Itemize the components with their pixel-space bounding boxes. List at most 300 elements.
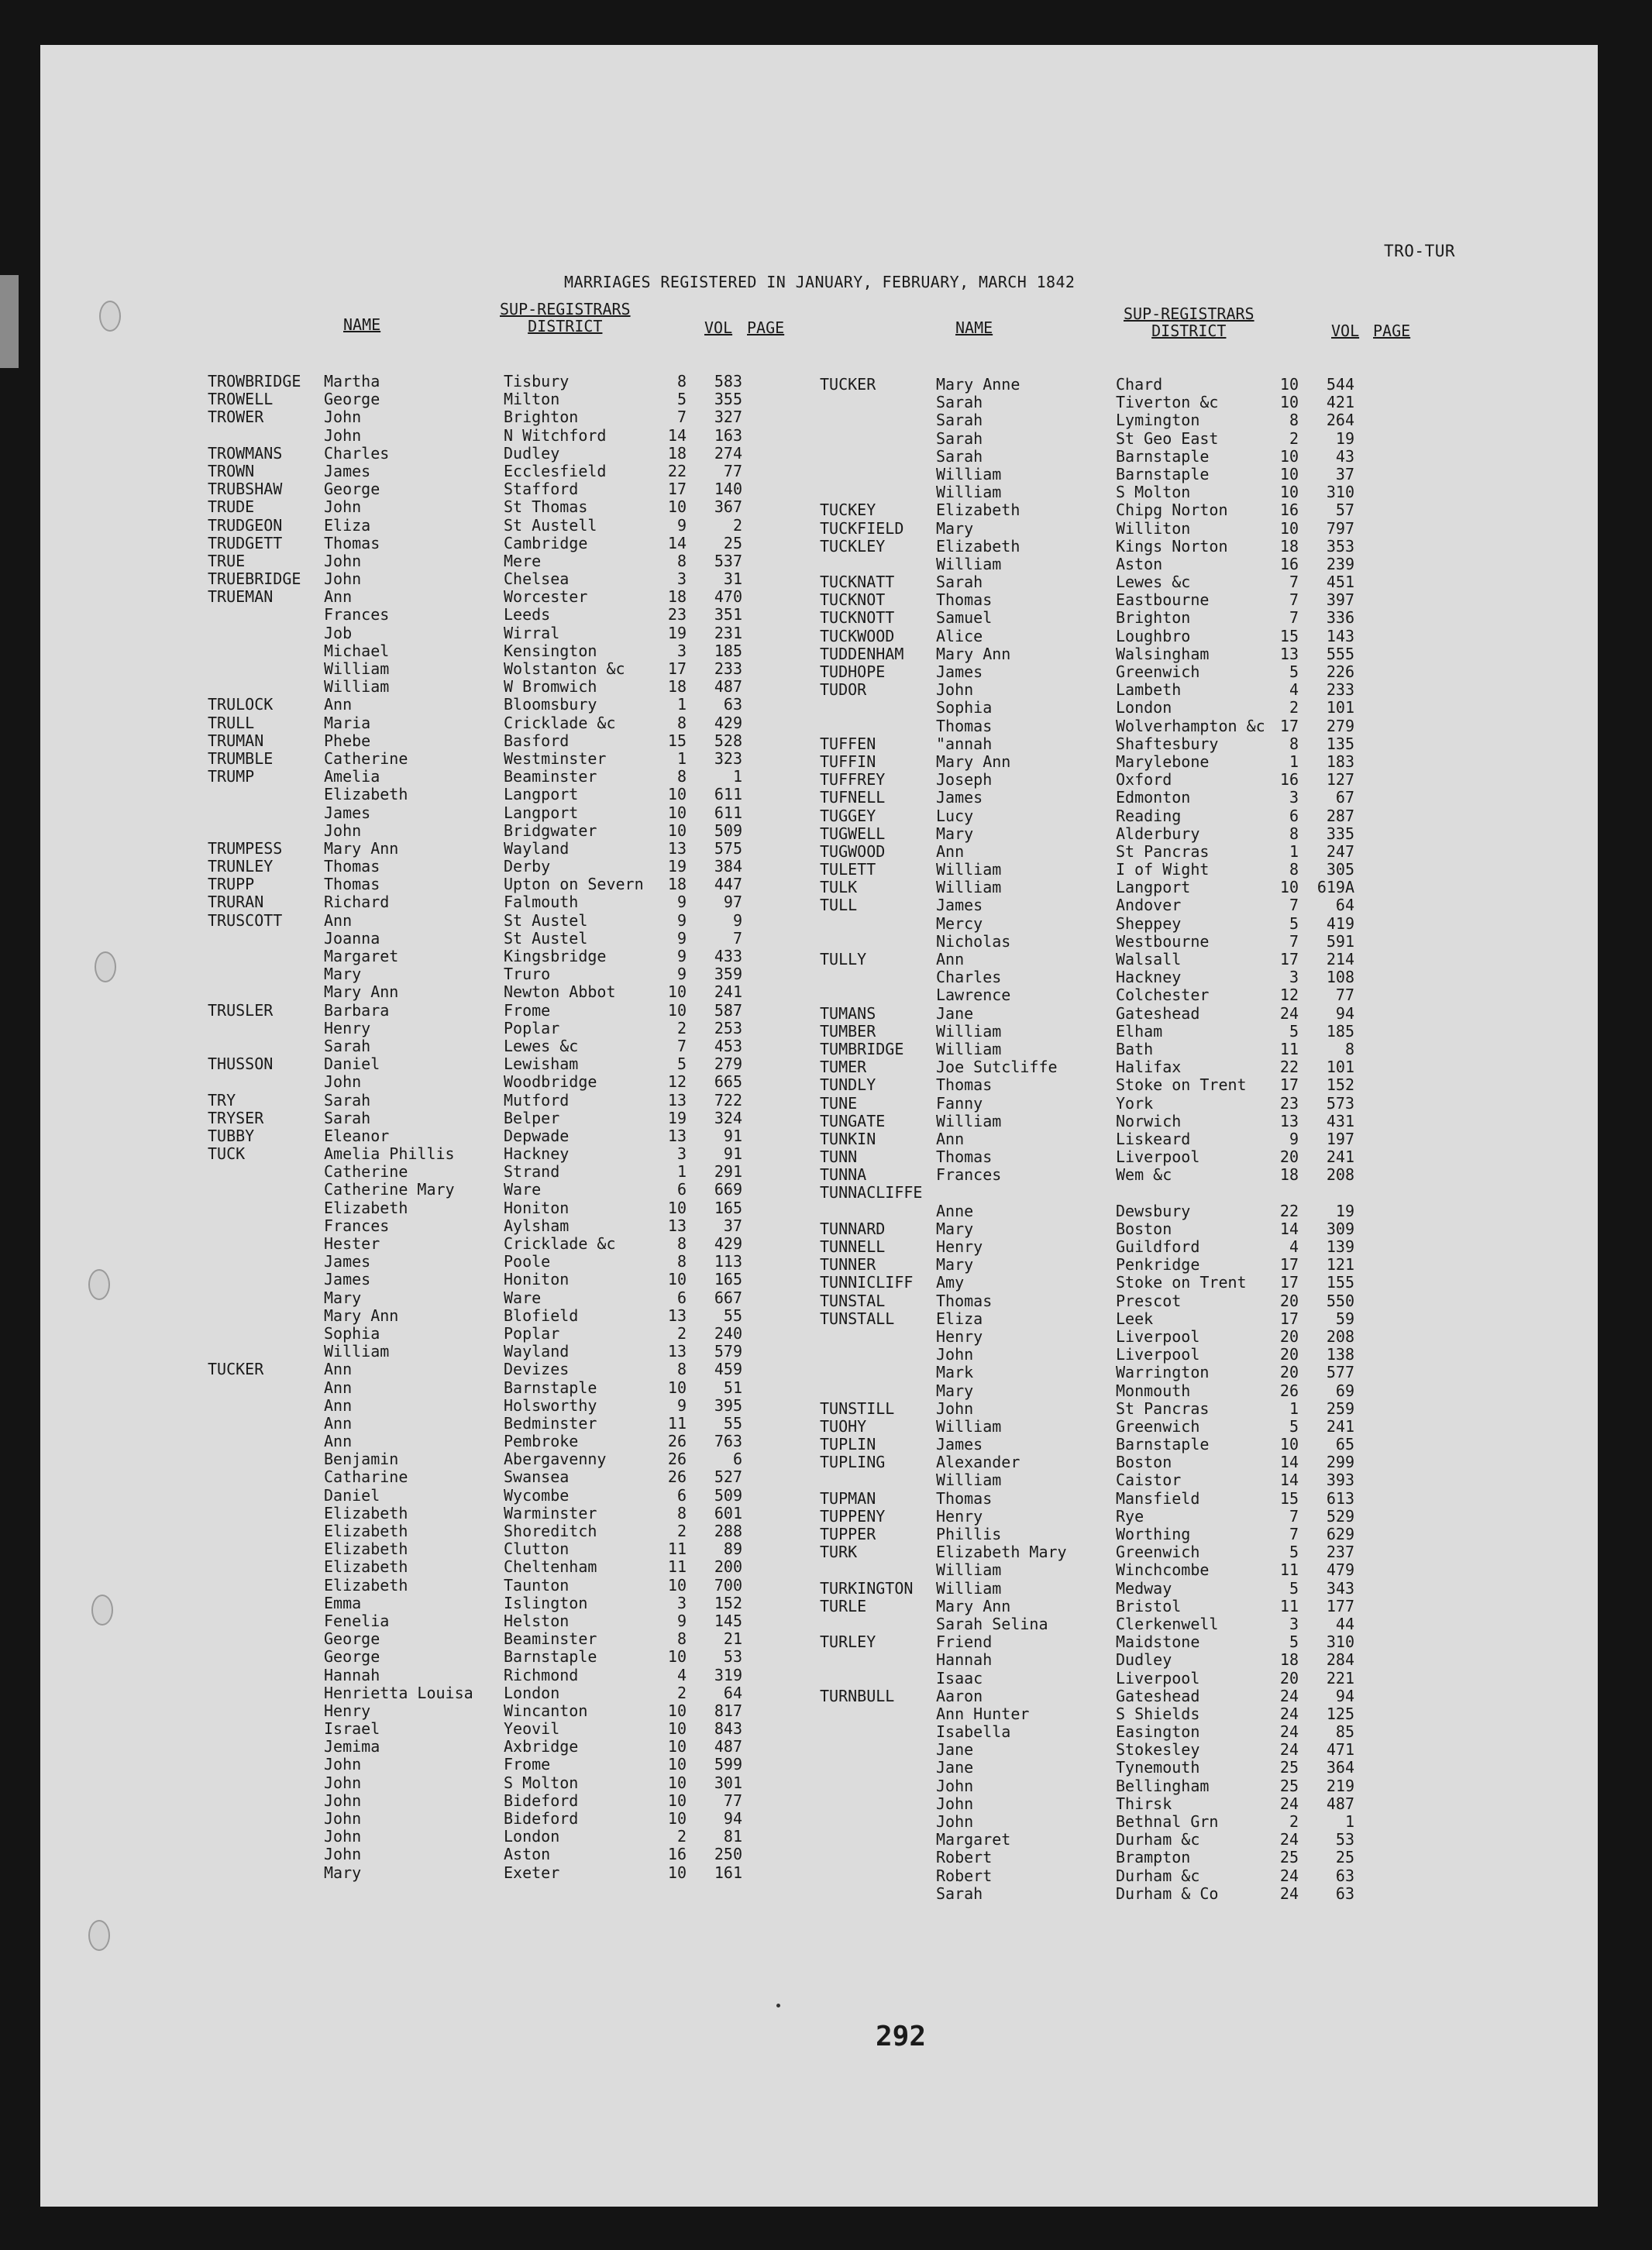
surname: TUNKIN [820, 1129, 876, 1148]
district: Aston [504, 1845, 551, 1864]
district: London [504, 1827, 560, 1846]
punch-hole [95, 951, 116, 982]
volume: 1 [1289, 752, 1299, 771]
district: Caistor [1116, 1471, 1182, 1490]
district: Gateshead [1116, 1003, 1200, 1023]
district: Warminster [504, 1503, 597, 1522]
punch-hole [91, 1595, 113, 1626]
page-title: MARRIAGES REGISTERED IN JANUARY, FEBRUARY, MARCH 1842 [564, 273, 1076, 291]
forename: Mary Anne [936, 375, 1020, 394]
page-ref: 67 [1335, 788, 1354, 807]
forename: William [936, 554, 1002, 573]
district: Kingsbridge [504, 947, 607, 965]
volume: 20 [1279, 1668, 1299, 1688]
page-ref: 7 [732, 928, 742, 948]
district: Leek [1116, 1309, 1154, 1328]
district: Eastbourne [1116, 590, 1210, 610]
forename: William [936, 483, 1002, 502]
district: Ecclesfield [504, 461, 607, 480]
surname: TUCKWOOD [820, 626, 895, 645]
forename: James [936, 896, 983, 915]
volume: 10 [667, 1773, 687, 1792]
volume: 8 [676, 1629, 687, 1649]
district: Penkridge [1116, 1255, 1200, 1275]
forename: Lawrence [936, 986, 1011, 1005]
district: Lewes &c [1116, 573, 1191, 592]
volume: 13 [667, 1342, 687, 1361]
surname: TURNBULL [820, 1686, 895, 1705]
surname: TRYSER [208, 1108, 264, 1127]
volume: 9 [1289, 1129, 1299, 1148]
district: Stoke on Trent [1116, 1075, 1247, 1095]
page-ref: 200 [714, 1557, 742, 1577]
volume: 10 [667, 982, 687, 1002]
district: Axbridge [504, 1737, 579, 1756]
forename: Sarah [936, 446, 983, 466]
page-ref: 51 [723, 1378, 742, 1397]
forename: Mary Ann [324, 1306, 399, 1325]
page-ref: 309 [1326, 1219, 1354, 1238]
page-ref: 155 [1326, 1273, 1354, 1292]
volume: 18 [1279, 1165, 1299, 1185]
district: Lambeth [1116, 680, 1182, 700]
district: Abergavenny [504, 1450, 607, 1469]
volume: 5 [1289, 1543, 1299, 1562]
district: Elham [1116, 1021, 1163, 1041]
volume: 8 [676, 551, 687, 570]
page-ref: 335 [1326, 824, 1354, 843]
volume: 8 [676, 1252, 687, 1271]
forename: Jane [936, 1003, 974, 1023]
page-range: TRO-TUR [1384, 242, 1456, 260]
volume: 16 [1279, 770, 1299, 790]
district: York [1116, 1093, 1154, 1113]
district: Holsworthy [504, 1395, 597, 1415]
volume: 14 [1279, 1471, 1299, 1490]
surname: TUGGEY [820, 806, 876, 825]
volume: 7 [676, 408, 687, 427]
page-ref: 259 [1326, 1399, 1354, 1418]
forename: George [324, 480, 380, 499]
punch-hole [88, 1920, 110, 1951]
surname: TUNNARD [820, 1219, 886, 1238]
page-ref: 544 [1326, 375, 1354, 394]
surname: TRUEBRIDGE [208, 569, 301, 589]
district: Kings Norton [1116, 536, 1228, 556]
surname: TRUDGEON [208, 515, 283, 535]
volume: 16 [1279, 554, 1299, 573]
page-ref: 94 [1335, 1686, 1354, 1705]
volume: 22 [1279, 1201, 1299, 1220]
page-ref: 108 [1326, 968, 1354, 987]
volume: 18 [1279, 536, 1299, 556]
volume: 5 [1289, 1578, 1299, 1598]
page-ref: 528 [714, 731, 742, 750]
volume: 16 [667, 1845, 687, 1864]
district: Barnstaple [1116, 1435, 1210, 1454]
volume: 10 [667, 1809, 687, 1828]
volume: 7 [1289, 608, 1299, 628]
surname: TUMER [820, 1058, 867, 1077]
page-ref: 509 [714, 821, 742, 840]
district: Hackney [1116, 968, 1182, 987]
district: Bloomsbury [504, 695, 597, 714]
page-ref: 451 [1326, 573, 1354, 592]
page-ref: 183 [1326, 752, 1354, 771]
volume: 10 [667, 1755, 687, 1774]
volume: 10 [667, 1791, 687, 1810]
district: Tisbury [504, 372, 570, 390]
surname: TUCKNOT [820, 590, 886, 610]
forename: John [936, 1345, 974, 1364]
district: Bideford [504, 1809, 579, 1828]
volume: 11 [667, 1413, 687, 1433]
district: Wayland [504, 1342, 570, 1361]
district: Stafford [504, 480, 579, 499]
forename: James [324, 1270, 371, 1289]
forename: Mary [936, 1219, 974, 1238]
page-ref: 817 [714, 1701, 742, 1720]
surname: TUMBRIDGE [820, 1039, 904, 1058]
district: Thirsk [1116, 1794, 1172, 1813]
forename: Henrietta Louisa [324, 1683, 473, 1702]
district: Walsingham [1116, 644, 1210, 663]
page-ref: 353 [1326, 536, 1354, 556]
district: Ware [504, 1288, 542, 1307]
forename: Robert [936, 1848, 993, 1867]
forename: William [936, 464, 1002, 483]
page-ref: 214 [1326, 950, 1354, 968]
district: Bideford [504, 1791, 579, 1810]
district: Guildford [1116, 1237, 1200, 1256]
page-ref: 97 [723, 893, 742, 912]
volume: 8 [1289, 860, 1299, 879]
page-ref: 579 [714, 1342, 742, 1361]
page-ref: 310 [1326, 483, 1354, 502]
district: Clutton [504, 1540, 570, 1559]
header-page: PAGE [1373, 322, 1411, 340]
district: Lewes &c [504, 1036, 579, 1055]
volume: 17 [1279, 1075, 1299, 1095]
page-ref: 240 [714, 1323, 742, 1343]
volume: 14 [1279, 1219, 1299, 1238]
volume: 26 [667, 1450, 687, 1469]
volume: 5 [1289, 1416, 1299, 1436]
punch-hole [88, 1269, 110, 1300]
district: Tynemouth [1116, 1758, 1200, 1777]
district: Frome [504, 1755, 551, 1774]
volume: 10 [667, 1737, 687, 1756]
volume: 10 [1279, 878, 1299, 897]
forename: Ann [324, 1413, 353, 1433]
district: Brighton [1116, 608, 1191, 628]
forename: Eleanor [324, 1126, 390, 1145]
page-ref: 537 [714, 551, 742, 570]
volume: 8 [676, 1503, 687, 1522]
forename: Ann [936, 841, 965, 861]
district: Kensington [504, 641, 597, 660]
forename: Henry [324, 1701, 371, 1720]
district: Marylebone [1116, 752, 1210, 771]
forename: William [936, 1021, 1002, 1041]
district: St Pancras [1116, 1399, 1210, 1418]
page-ref: 629 [1326, 1525, 1354, 1543]
page-ref: 121 [1326, 1255, 1354, 1275]
volume: 7 [1289, 931, 1299, 951]
volume: 17 [667, 659, 687, 678]
forename: Barbara [324, 1000, 390, 1020]
page-ref: 591 [1326, 931, 1354, 951]
district: Stoke on Trent [1116, 1273, 1247, 1292]
forename: William [936, 878, 1002, 897]
forename: Thomas [936, 1291, 993, 1310]
page-ref: 843 [714, 1719, 742, 1739]
district: Westbourne [1116, 931, 1210, 951]
header-district-line2: DISTRICT [528, 317, 603, 335]
forename: John [324, 551, 362, 570]
district: Chelsea [504, 569, 570, 589]
forename: Thomas [936, 1147, 993, 1167]
page-ref: 611 [714, 785, 742, 804]
district: St Austel [504, 910, 588, 930]
page-ref: 64 [1335, 896, 1354, 915]
page-ref: 550 [1326, 1291, 1354, 1310]
volume: 12 [1279, 986, 1299, 1005]
district: Brampton [1116, 1848, 1191, 1867]
volume: 15 [1279, 1488, 1299, 1508]
page-ref: 21 [723, 1629, 742, 1649]
forename: Mary Ann [936, 752, 1011, 771]
forename: Lucy [936, 806, 974, 825]
district: Blofield [504, 1306, 579, 1325]
district: Stokesley [1116, 1740, 1200, 1760]
volume: 26 [1279, 1381, 1299, 1400]
page-ref: 343 [1326, 1578, 1354, 1598]
surname: TRURAN [208, 893, 264, 912]
page-ref: 433 [714, 947, 742, 965]
district: Tiverton &c [1116, 393, 1219, 412]
page-ref: 53 [1335, 1830, 1354, 1849]
volume: 15 [1279, 626, 1299, 645]
district: St Austel [504, 928, 588, 948]
volume: 13 [667, 1126, 687, 1145]
volume: 11 [1279, 1039, 1299, 1058]
volume: 9 [676, 1395, 687, 1415]
volume: 1 [676, 695, 687, 714]
volume: 11 [1279, 1560, 1299, 1580]
surname: TUDOR [820, 680, 867, 700]
page-ref: 19 [1335, 428, 1354, 448]
page-ref: 583 [714, 372, 742, 390]
forename: Elizabeth [936, 501, 1020, 520]
district: Upton on Severn [504, 875, 644, 894]
forename: Ann [324, 1432, 353, 1451]
district: Edmonton [1116, 788, 1191, 807]
district: Reading [1116, 806, 1182, 825]
page-ref: 185 [1326, 1021, 1354, 1041]
page-ref: 395 [714, 1395, 742, 1415]
district: Liverpool [1116, 1668, 1200, 1688]
surname: TUOHY [820, 1416, 867, 1436]
forename: James [936, 1435, 983, 1454]
forename: Ann Hunter [936, 1704, 1030, 1723]
surname: TUFNELL [820, 788, 886, 807]
surname: TUCK [208, 1144, 246, 1164]
forename: Ann [936, 1129, 965, 1148]
forename: Phillis [936, 1525, 1002, 1543]
surname: TUNSTALL [820, 1309, 895, 1328]
surname: TUPMAN [820, 1488, 876, 1508]
volume: 9 [676, 965, 687, 984]
page-ref: 59 [1335, 1309, 1354, 1328]
forename: Ann [324, 695, 353, 714]
page-ref: 94 [723, 1809, 742, 1828]
forename: William [936, 1039, 1002, 1058]
header-district [500, 301, 631, 335]
forename: John [324, 497, 362, 517]
page-ref: 421 [1326, 393, 1354, 412]
forename: Job [324, 623, 353, 642]
page-ref: 288 [714, 1522, 742, 1540]
volume: 10 [1279, 464, 1299, 483]
volume: 24 [1279, 1686, 1299, 1705]
district: Boston [1116, 1219, 1172, 1238]
surname: TUFFEN [820, 734, 876, 753]
forename: John [324, 1809, 362, 1828]
forename: John [324, 1773, 362, 1792]
volume: 10 [1279, 1435, 1299, 1454]
district: Cheltenham [504, 1557, 597, 1577]
forename: Amelia [324, 767, 380, 786]
forename: Elizabeth [324, 1503, 408, 1522]
district: Falmouth [504, 893, 579, 912]
forename: John [936, 1776, 974, 1795]
district: Lymington [1116, 411, 1200, 430]
volume: 9 [676, 910, 687, 930]
district: London [504, 1683, 560, 1702]
district: Bellingham [1116, 1776, 1210, 1795]
surname: TURLE [820, 1596, 867, 1615]
page-ref: 152 [1326, 1075, 1354, 1095]
district: Truro [504, 965, 551, 984]
volume: 23 [1279, 1093, 1299, 1113]
page-ref: 619A [1316, 878, 1354, 897]
district: Barnstaple [1116, 464, 1210, 483]
volume: 24 [1279, 1866, 1299, 1885]
header-district-line1: SUP-REGISTRARS [500, 300, 631, 318]
page-ref: 327 [714, 408, 742, 427]
forename: William [936, 1111, 1002, 1130]
volume: 2 [676, 1018, 687, 1037]
forename: Thomas [936, 590, 993, 610]
forename: William [936, 860, 1002, 879]
volume: 26 [667, 1432, 687, 1451]
surname: TUPLING [820, 1453, 886, 1472]
page-ref: 310 [1326, 1632, 1354, 1652]
forename: Mary Ann [324, 982, 399, 1002]
district: Greenwich [1116, 1543, 1200, 1562]
volume: 17 [667, 480, 687, 499]
page-ref: 299 [1326, 1453, 1354, 1472]
volume: 1 [1289, 1399, 1299, 1418]
volume: 8 [676, 1234, 687, 1253]
volume: 10 [1279, 446, 1299, 466]
surname: TULL [820, 896, 858, 915]
forename: Joseph [936, 770, 993, 790]
forename: James [324, 461, 371, 480]
forename: Thomas [324, 857, 380, 876]
forename: Mary Ann [936, 1596, 1011, 1615]
volume: 7 [1289, 573, 1299, 592]
district: St Austell [504, 515, 597, 535]
forename: Benjamin [324, 1450, 399, 1469]
page-ref: 208 [1326, 1165, 1354, 1185]
volume: 10 [667, 785, 687, 804]
header-vol: VOL [704, 318, 733, 337]
volume: 7 [1289, 896, 1299, 915]
volume: 10 [667, 803, 687, 822]
surname: TUFFREY [820, 770, 886, 790]
volume: 10 [667, 1719, 687, 1739]
forename: Ann [324, 587, 353, 607]
volume: 4 [1289, 680, 1299, 700]
volume: 20 [1279, 1345, 1299, 1364]
forename: Mary [936, 1255, 974, 1275]
forename: William [936, 1416, 1002, 1436]
forename: Mary [936, 1381, 974, 1400]
district: Halifax [1116, 1058, 1182, 1077]
volume: 11 [667, 1557, 687, 1577]
district: Durham &c [1116, 1866, 1200, 1885]
forename: Charles [936, 968, 1002, 987]
forename: Frances [324, 1216, 390, 1235]
volume: 20 [1279, 1291, 1299, 1310]
surname: TRUDE [208, 497, 255, 517]
page-ref: 6 [732, 1450, 742, 1469]
surname: TRUSLER [208, 1000, 274, 1020]
volume: 24 [1279, 1704, 1299, 1723]
forename: John [324, 569, 362, 589]
district: Helston [504, 1611, 570, 1630]
forename: Sophia [324, 1323, 380, 1343]
forename: Elizabeth Mary [936, 1543, 1067, 1562]
volume: 1 [1289, 841, 1299, 861]
volume: 16 [1279, 501, 1299, 520]
volume: 25 [1279, 1848, 1299, 1867]
surname: TROWMANS [208, 443, 283, 463]
surname: TUCKNATT [820, 573, 895, 592]
volume: 23 [667, 605, 687, 624]
volume: 20 [1279, 1147, 1299, 1167]
district: Maidstone [1116, 1632, 1200, 1652]
surname: TURK [820, 1543, 858, 1562]
surname: TULETT [820, 860, 876, 879]
surname: TUNNER [820, 1255, 876, 1275]
volume: 18 [667, 677, 687, 697]
page-ref: 291 [714, 1162, 742, 1182]
forename: James [936, 788, 983, 807]
page-ref: 91 [723, 1126, 742, 1145]
page-ref: 221 [1326, 1668, 1354, 1688]
volume: 7 [1289, 1525, 1299, 1543]
page-ref: 37 [1335, 464, 1354, 483]
surname: TURKINGTON [820, 1578, 914, 1598]
volume: 11 [667, 1540, 687, 1559]
surname: TUNN [820, 1147, 858, 1167]
volume: 6 [676, 1485, 687, 1505]
volume: 5 [1289, 913, 1299, 933]
district: Poplar [504, 1018, 560, 1037]
